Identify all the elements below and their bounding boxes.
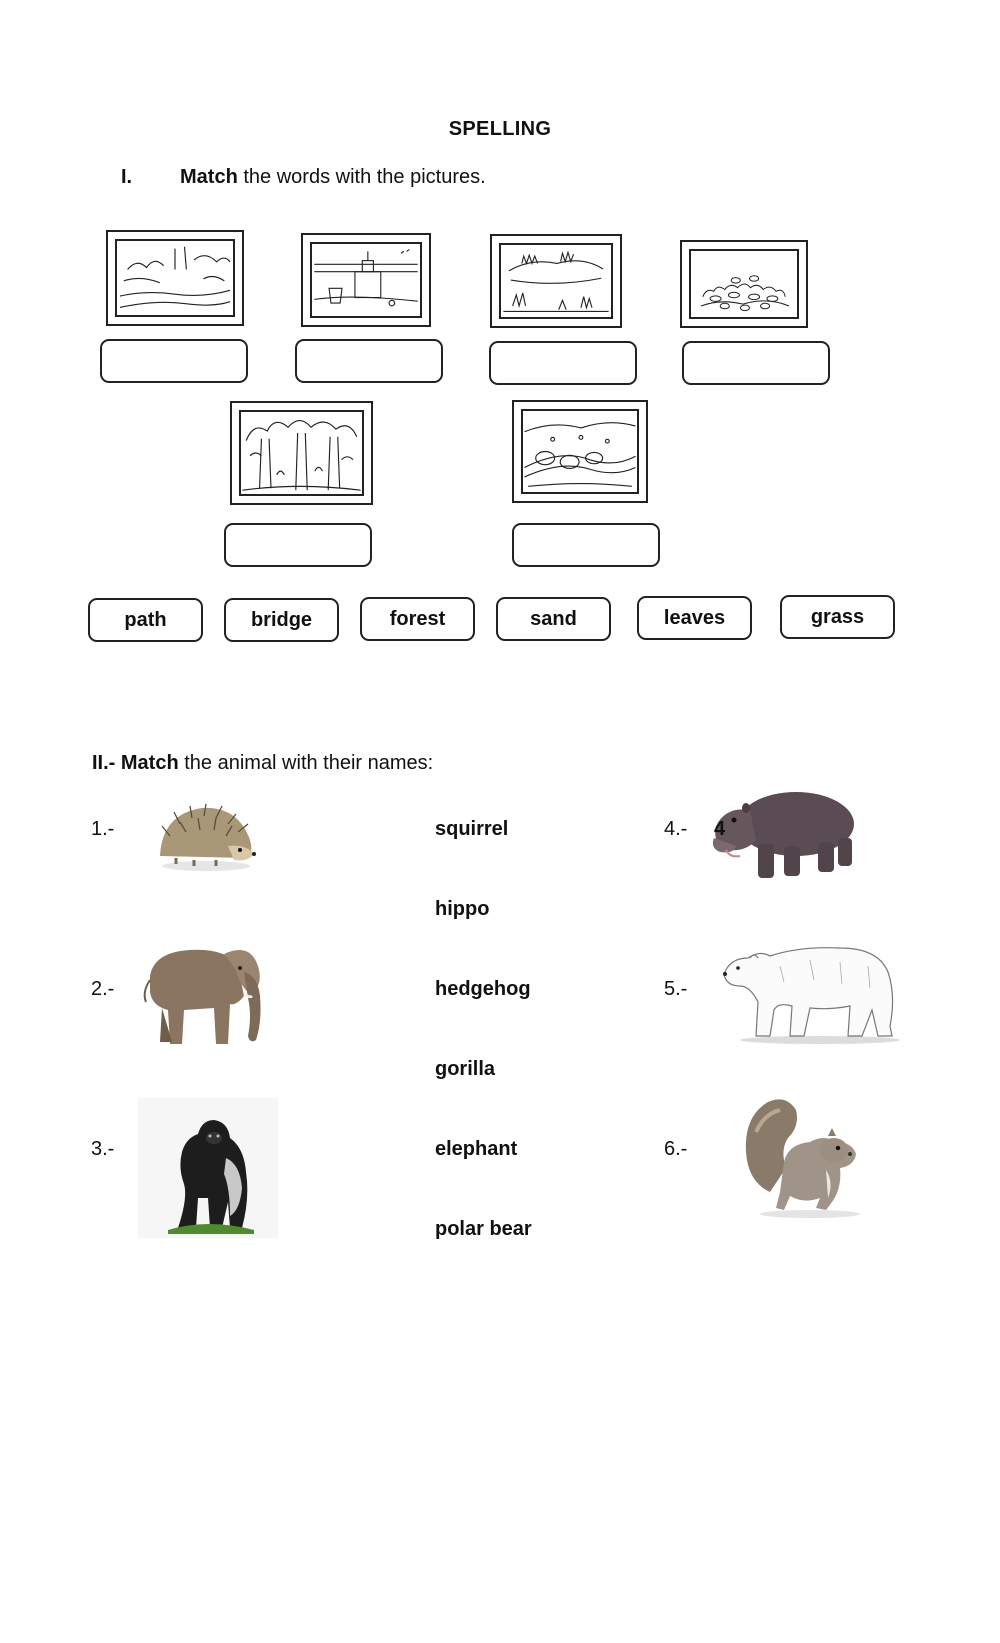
number-label-2: 2.- xyxy=(91,978,115,1000)
number-label-3: 3.- xyxy=(91,1138,115,1160)
answer-box-6[interactable] xyxy=(512,523,660,567)
leaves-scene-icon xyxy=(691,251,797,317)
gorilla-icon xyxy=(138,1098,278,1238)
bridge-stream-scene-icon xyxy=(523,411,637,492)
grass-scene-icon xyxy=(501,245,611,317)
instruction-bold: Match xyxy=(180,166,238,188)
animal-picture-4 xyxy=(706,780,864,890)
answer-box-3[interactable] xyxy=(489,341,637,385)
number-label-1: 1.- xyxy=(91,818,115,840)
word-chip-forest[interactable]: forest xyxy=(360,597,475,641)
forest-scene-icon xyxy=(241,412,362,494)
answer-box-4[interactable] xyxy=(682,341,830,385)
picture-leaves xyxy=(680,240,808,328)
hippo-overlap-digit: 4 xyxy=(714,818,726,840)
animal-name-squirrel: squirrel xyxy=(435,818,509,840)
sandcastle-scene-icon xyxy=(312,244,420,316)
picture-bridge xyxy=(512,400,648,503)
animal-name-hedgehog: hedgehog xyxy=(435,978,531,1000)
number-label-6: 6.- xyxy=(664,1138,688,1160)
picture-sand xyxy=(301,233,431,327)
animal-name-polar-bear: polar bear xyxy=(435,1218,532,1240)
word-chip-bridge[interactable]: bridge xyxy=(224,598,339,642)
section-two-heading-rest: the animal with their names: xyxy=(178,752,434,774)
answer-box-1[interactable] xyxy=(100,339,248,383)
polar-bear-icon xyxy=(720,936,905,1046)
word-chip-leaves[interactable]: leaves xyxy=(637,596,752,640)
picture-path xyxy=(106,230,244,326)
animal-name-hippo: hippo xyxy=(435,898,490,920)
answer-box-2[interactable] xyxy=(295,339,443,383)
section-two-heading-bold: II.- Match xyxy=(92,752,179,774)
number-label-4: 4.- xyxy=(664,818,688,840)
section-one-number: I. xyxy=(121,166,133,188)
hippo-icon xyxy=(706,780,864,890)
hedgehog-icon xyxy=(150,796,260,876)
elephant-icon xyxy=(140,936,275,1051)
word-chip-sand[interactable]: sand xyxy=(496,597,611,641)
animal-picture-1 xyxy=(150,796,260,876)
path-scene-icon xyxy=(117,241,233,315)
animal-picture-2 xyxy=(140,936,275,1051)
page-title: SPELLING xyxy=(448,118,552,140)
word-chip-grass[interactable]: grass xyxy=(780,595,895,639)
picture-grass xyxy=(490,234,622,328)
section-one-instruction xyxy=(180,166,486,189)
animal-picture-6 xyxy=(740,1092,875,1222)
section-two-heading xyxy=(92,752,433,775)
animal-name-gorilla: gorilla xyxy=(435,1058,496,1080)
answer-box-5[interactable] xyxy=(224,523,372,567)
picture-forest xyxy=(230,401,373,505)
animal-picture-5 xyxy=(720,936,905,1046)
animal-picture-3 xyxy=(138,1098,278,1238)
squirrel-icon xyxy=(740,1092,875,1222)
word-chip-path[interactable]: path xyxy=(88,598,203,642)
number-label-5: 5.- xyxy=(664,978,688,1000)
instruction-rest: the words with the pictures. xyxy=(237,166,486,188)
animal-name-elephant: elephant xyxy=(435,1138,518,1160)
